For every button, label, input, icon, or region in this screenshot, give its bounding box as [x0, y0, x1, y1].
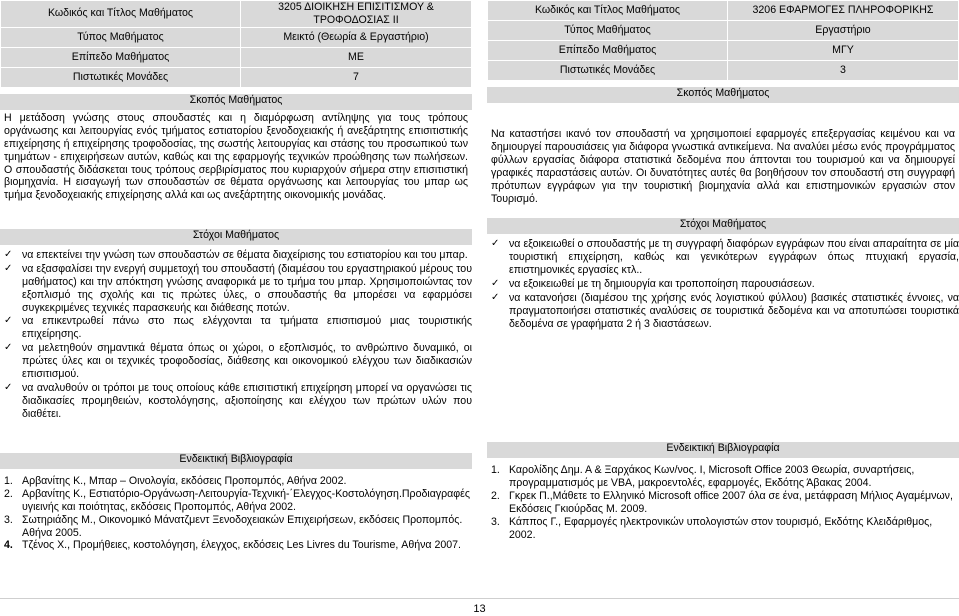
goal-item: ✓ να κατανοήσει (διαμέσου της χρήσης ενός λογιστικού φύλλου) βασικές στατιστικές έννοιες, να πραγματοποιήσει στατιστικές αναλύσεις σε τουριστικά δεδομένα και να αποτυπώσει τουριστικά δεδομένα σε γραφήματα 2 ή 3 διαστάσεων.	[491, 291, 959, 330]
purpose-heading: Σκοπός Μαθήματος	[0, 94, 472, 110]
course-3206	[487, 0, 959, 542]
check-icon: ✓	[4, 382, 13, 394]
goals-heading: Στόχοι Μαθήματος	[0, 229, 472, 245]
goal-item: ✓ να επικεντρωθεί πάνω στο πως ελέγχονται τα τμήματα επισιτισμού μιας τουριστικής επιχείρησης.	[4, 315, 472, 341]
header-label-type: Τύπος Μαθήματος	[1, 27, 241, 47]
goal-item: ✓ να εξασφαλίσει την ενεργή συμμετοχή του σπουδαστή (διαμέσου του εργαστηριακού μέρους του μαθήματος) και την απόκτηση γνώσης αναφορικά με το τμήμα του μπαρ. Χρησιμοποιώντας τον εξοπλισμό της σχολής και τις πρώτες ύλες, ο σπουδαστής θα μπορέσει να εφαρμόσει συγκεκριμένες τεχνικές παρασκευής και διάθεσης ποτών.	[4, 262, 472, 314]
header-label-code: Κωδικός και Τίτλος Μαθήματος	[488, 1, 728, 21]
page-number: 13	[473, 603, 486, 615]
check-icon: ✓	[4, 248, 13, 260]
bibliography-list	[487, 458, 959, 542]
purpose-text: Η μετάδοση γνώσης στους σπουδαστές και η διαμόρφωση αντίληψης για τους τρόπους οργάνωσης και λειτουργίας ενός τμήματος εστιατορίου ξενοδοχειακής ή ανεξάρτητης επισιτιστικής επιχείρησης ή επιχείρησης τροφοδοσίας, της σωστής λειτουργίας και στάσης του προσωπικού των τμημάτων - επιχειρήσεων αυτών, καθώς και της εφαρμογής τεχνικών προώθησης των πωλήσεων. Ο σπουδαστής διδάσκεται τους τρόπους σερβιρίσματος που κυριαρχούν σήμερα στην επισιτιστική βιομηχανία. Η εισαγωγή των σπουδαστών σε θέματα οργάνωσης και λειτουργίας του μπαρ ως τμήμα ξενοδοχειακής επιχείρησης αλλά και ως ανεξάρτητης οικονομικής μονάδας.	[4, 111, 468, 202]
header-label-credits: Πιστωτικές Μονάδες	[488, 61, 728, 81]
check-icon: ✓	[491, 277, 500, 289]
header-label-level: Επίπεδο Μαθήματος	[488, 41, 728, 61]
course-header-table	[0, 0, 472, 88]
header-label-credits: Πιστωτικές Μονάδες	[1, 67, 241, 87]
reference-item: 4. Τζένος Χ., Προμήθειες, κοστολόγηση, έλεγχος, εκδόσεις Les Livres du Tourisme, Αθήνα 2007.	[4, 539, 461, 552]
header-value-type: Εργαστήριο	[728, 21, 959, 41]
goals-list	[0, 245, 472, 453]
footer-divider	[0, 598, 959, 599]
goal-item: ✓ να εξοικειωθεί ο σπουδαστής με τη συγγραφή διαφόρων εγγράφων που είναι απαραίτητα σε μία τουριστική επιχείρηση, καθώς και γενικότερων εγγράφων όπως πτυχιακή εργασία, επιστημονικές εργασίες κτλ..	[491, 238, 959, 276]
bibliography-heading: Ενδεικτική Βιβλιογραφία	[0, 453, 472, 469]
goal-item: ✓ να μελετηθούν σημαντικά θέματα όπως οι χώροι, ο εξοπλισμός, το ανθρώπινο δυναμικό, οι πρώτες ύλες και οι τεχνικές τροφοδοσίας, διάθεσης και οικονομικού ελέγχου των διαδικασιών επισιτισμού.	[4, 342, 472, 381]
goal-item: ✓ να επεκτείνει την γνώση των σπουδαστών σε θέματα διαχείρισης του εστιατορίου και του μπαρ.	[4, 248, 468, 261]
reference-item: 2. Αρβανίτης Κ., Εστιατόριο-Οργάνωση-Λειτουργία-Τεχνική-΄Ελεγχος-Κοστολόγηση.Προδιαγραφές υγιεινής και ποιότητας, εκδόσεις Προπομπός, Αθήνα 2002.	[4, 487, 470, 513]
reference-item: 1. Καρολίδης Δημ. Α & Ξαρχάκος Κων/νος. Ι, Microsoft Office 2003 Θεωρία, συναρτήσεις, προγραμματισμός με VBA, μακροεντολές, εφαρμογές, Εκδότης Άβακας 2004.	[491, 464, 915, 489]
header-value-type: Μεικτό (Θεωρία & Εργαστήριο)	[241, 27, 472, 47]
course-3205	[0, 0, 472, 552]
header-value-code: 3205 ΔΙΟΙΚΗΣΗ ΕΠΙΣΙΤΙΣΜΟΥ & ΤΡΟΦΟΔΟΣΙΑΣ ΙΙ	[241, 1, 472, 28]
goals-list	[487, 234, 959, 442]
bibliography-list	[0, 469, 472, 553]
reference-item: 1. Αρβανίτης Κ., Μπαρ – Οινολογία, εκδόσεις Προπομπός, Αθήνα 2002.	[4, 474, 347, 487]
check-icon: ✓	[4, 315, 13, 327]
header-label-type: Τύπος Μαθήματος	[488, 21, 728, 41]
goal-item: ✓ να εξοικειωθεί με τη δημιουργία και τροποποίηση παρουσιάσεων.	[491, 277, 815, 290]
check-icon: ✓	[4, 342, 13, 354]
check-icon: ✓	[4, 262, 13, 274]
bibliography-heading: Ενδεικτική Βιβλιογραφία	[487, 442, 959, 458]
header-label-code: Κωδικός και Τίτλος Μαθήματος	[1, 1, 241, 28]
header-label-level: Επίπεδο Μαθήματος	[1, 47, 241, 67]
purpose-text: Να καταστήσει ικανό τον σπουδαστή να χρησιμοποιεί εφαρμογές επεξεργασίας κειμένου και να δημιουργεί παρουσιάσεις για διάφορα γνωστικά αντικείμενα. Να αναλύει μέσω ενός προγράμματος φύλλων εργασίας διάφορα στατιστικά δεδομένα που άπτονται του τουρισμού και να δημιουργεί γραφικές παραστάσεις αυτών. Οι δυνατότητες αυτές θα βοηθήσουν τον σπουδαστή στη συγγραφή πρότυπων εγγράφων για την τουριστική βιομηχανία αλλά και επιστημονικών εργασιών στον Τουρισμό.	[491, 128, 955, 205]
goals-heading: Στόχοι Μαθήματος	[487, 218, 959, 234]
check-icon: ✓	[491, 238, 500, 249]
check-icon: ✓	[491, 291, 500, 303]
course-header-table	[487, 0, 959, 81]
header-value-level: ΜΓΥ	[728, 41, 959, 61]
header-value-credits: 7	[241, 67, 472, 87]
reference-item: 2. Γκρεκ Π.,Μάθετε το Ελληνικό Microsoft office 2007 όλα σε ένα, μετάφραση Μήλιος Αγαμέμνων, Εκδόσεις Γκιούρδας Μ. 2009.	[491, 489, 953, 515]
purpose-heading: Σκοπός Μαθήματος	[487, 87, 959, 103]
reference-item: 3. Σωτηριάδης Μ., Οικονομικό Μάνατζμεντ Ξενοδοχειακών Επιχειρήσεων, εκδόσεις Προπομπός. Αθήνα 2005.	[4, 513, 463, 539]
header-value-code: 3206 ΕΦΑΡΜΟΓΕΣ ΠΛΗΡΟΦΟΡΙΚΗΣ	[728, 1, 959, 21]
reference-item: 3. Κάππος Γ., Εφαρμογές ηλεκτρονικών υπολογιστών στον τουρισμό, Εκδότης Κλειδάριθμος, 2002.	[491, 515, 933, 541]
header-value-level: ΜΕ	[241, 47, 472, 67]
goal-item: ✓ να αναλυθούν οι τρόποι με τους οποίους κάθε επισιτιστική επιχείρηση μπορεί να οργανώσει τις διαδικασίες προμηθειών, κοστολόγησης, αξιοποίησης και ελέγχου των πρώτων υλών που διαθέτει.	[4, 382, 472, 420]
header-value-credits: 3	[728, 61, 959, 81]
